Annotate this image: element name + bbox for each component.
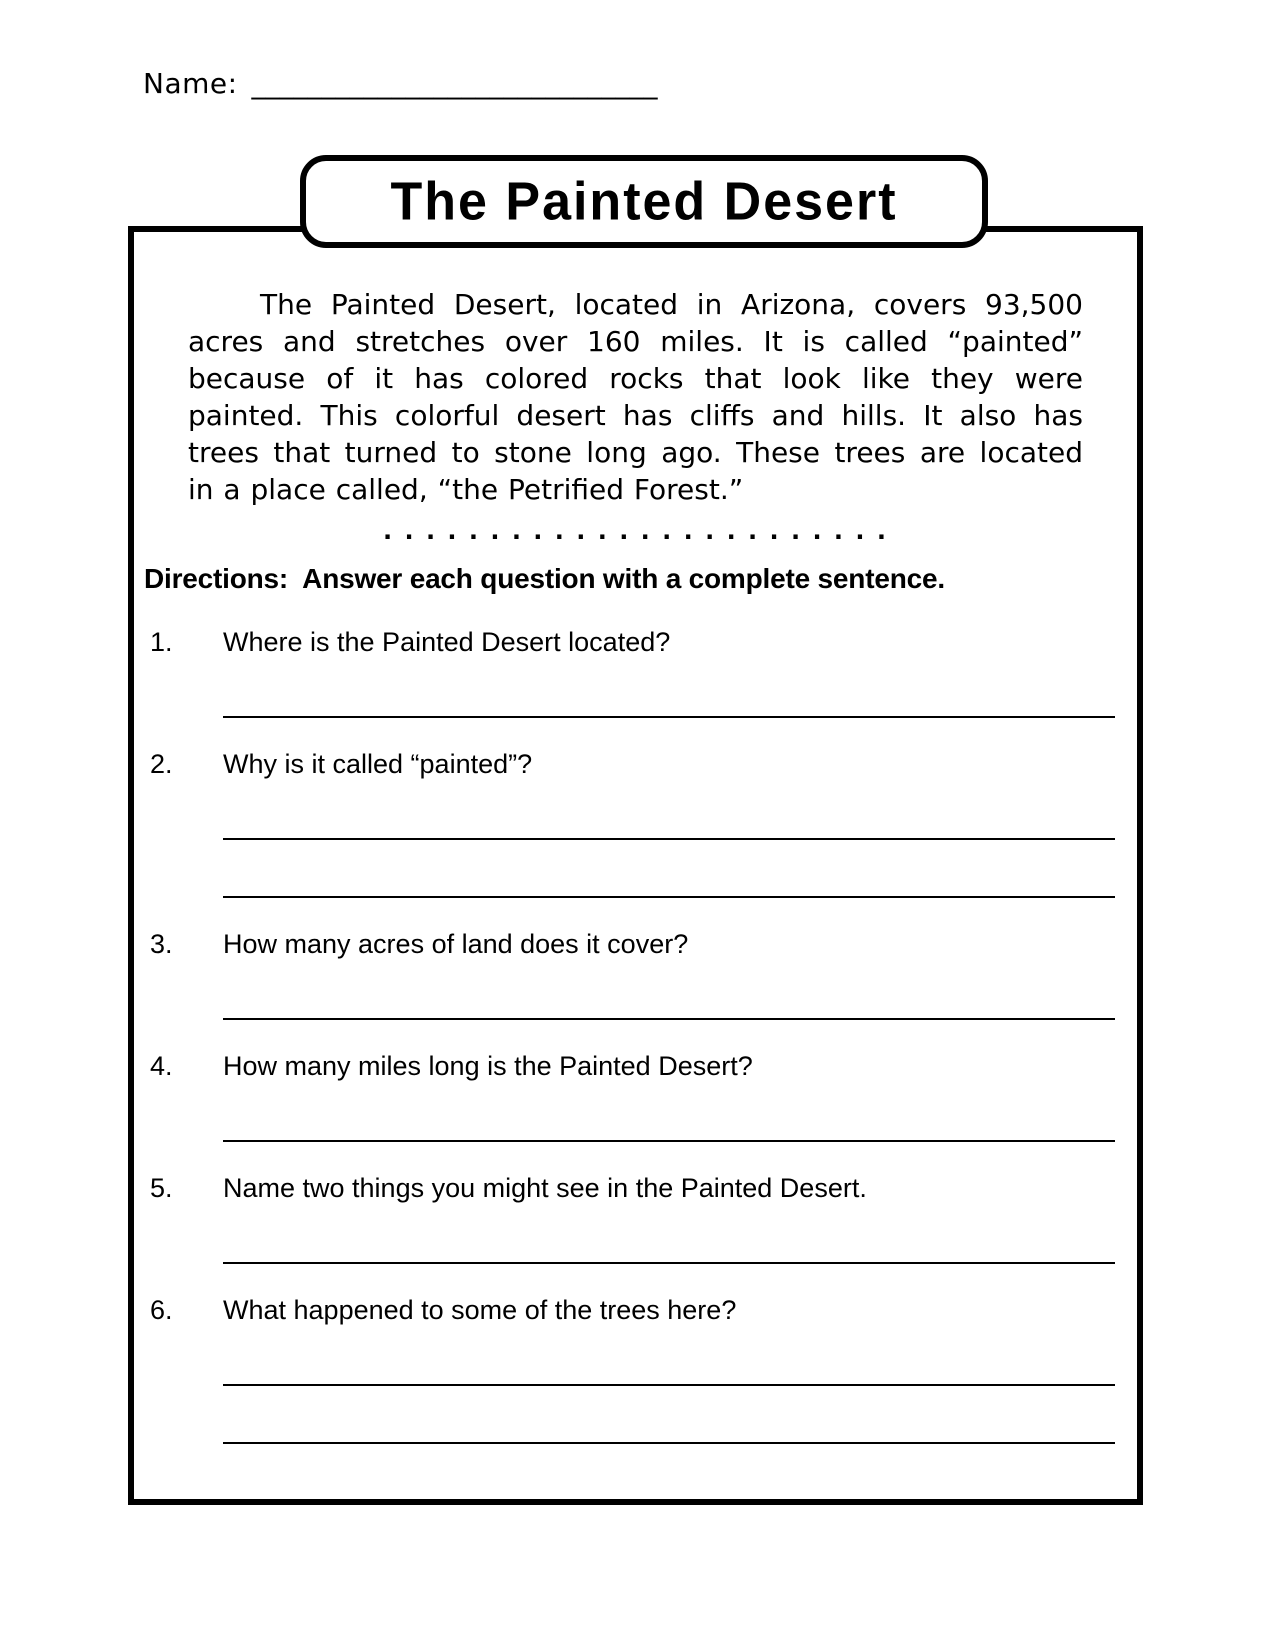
question-number: 2. — [150, 749, 173, 779]
passage-line: painted. This colorful desert has cliffs and hills. It also has — [188, 399, 1083, 432]
name-row — [143, 66, 658, 102]
question-text: Name two things you might see in the Painted Desert. — [223, 1173, 867, 1203]
reading-passage — [188, 286, 1083, 508]
question-item — [134, 926, 1137, 1020]
question-row — [134, 1292, 1137, 1328]
question-text: Where is the Painted Desert located? — [223, 627, 671, 657]
name-blank-line: _____________________________ — [251, 67, 658, 100]
questions-list — [134, 624, 1137, 1444]
page-title: The Painted Desert — [390, 171, 898, 232]
question-row — [134, 926, 1137, 962]
passage-line: The Painted Desert, located in Arizona, covers 93,500 — [260, 288, 1083, 321]
worksheet-border-box — [128, 226, 1143, 1505]
question-item — [134, 746, 1137, 898]
answer-blank-line — [223, 1140, 1115, 1142]
answer-blank-line — [223, 1442, 1115, 1444]
question-item — [134, 624, 1137, 718]
question-row — [134, 1048, 1137, 1084]
question-row — [134, 746, 1137, 782]
question-number: 4. — [150, 1051, 173, 1081]
question-text: How many miles long is the Painted Desert? — [223, 1051, 753, 1081]
answer-blank-line — [223, 1384, 1115, 1386]
answer-blank-line — [223, 1018, 1115, 1020]
name-label: Name: — [143, 67, 238, 100]
answer-blank-line — [223, 1262, 1115, 1264]
question-text: Why is it called “painted”? — [223, 749, 533, 779]
dotted-separator: . . . . . . . . . . . . . . . . . . . . . . . . — [383, 517, 888, 545]
question-text: How many acres of land does it cover? — [223, 929, 689, 959]
passage-line: trees that turned to stone long ago. These trees are located — [188, 436, 1083, 469]
passage-line: because of it has colored rocks that look like they were — [188, 362, 1083, 395]
worksheet-content — [134, 232, 1137, 1444]
passage-line: in a place called, “the Petrified Forest.” — [188, 473, 744, 506]
question-number: 5. — [150, 1173, 173, 1203]
question-row — [134, 624, 1137, 660]
question-number: 1. — [150, 627, 173, 657]
question-number: 3. — [150, 929, 173, 959]
directions-text: Directions: Answer each question with a complete sentence. — [144, 563, 945, 594]
title-box — [300, 155, 988, 248]
answer-blank-line — [223, 896, 1115, 898]
question-item — [134, 1048, 1137, 1142]
question-item — [134, 1170, 1137, 1264]
answer-blank-line — [223, 838, 1115, 840]
passage-line: acres and stretches over 160 miles. It is called “painted” — [188, 325, 1083, 358]
question-row — [134, 1170, 1137, 1206]
question-item — [134, 1292, 1137, 1444]
question-text: What happened to some of the trees here? — [223, 1295, 737, 1325]
answer-blank-line — [223, 716, 1115, 718]
question-number: 6. — [150, 1295, 173, 1325]
